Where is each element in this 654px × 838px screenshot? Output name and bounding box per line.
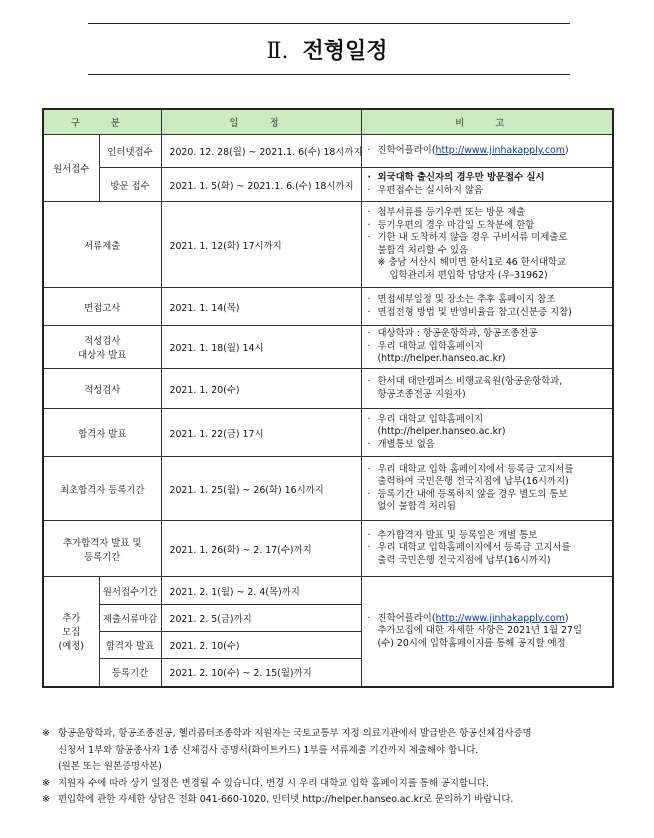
footnotes (40, 726, 630, 809)
remark-cell (361, 168, 613, 202)
table-row (43, 409, 613, 457)
schedule-date: 2021. 2. 5(금)까지 (161, 605, 361, 632)
remark-cell (361, 521, 613, 577)
remark-line: · 추가합격자 발표 및 등록일은 개별 통보 (368, 530, 607, 543)
category-label: 최초합격자 등록기간 (43, 457, 161, 521)
remark-line: 출력 국민은행 전국지점에 납부(16시까지) (377, 554, 551, 566)
jinhakapply-link[interactable]: http://www.jinhakapply.com (435, 144, 565, 156)
remark-line: · 우리 대학교 입학홈페이지 (368, 414, 607, 427)
schedule-date: 2021. 2. 1(월) ~ 2. 4(목)까지 (161, 577, 361, 605)
category-label: 적성검사 대상자 발표 (43, 326, 161, 369)
remark-line: · 우리 대학교 입학홈페이지에서 등록금 고지서를 (368, 542, 607, 555)
footnote-line: (원본 또는 원본증명사본) (58, 761, 162, 772)
remark-line: · 외국대학 출신자의 경우만 방문접수 실시 (368, 172, 607, 185)
schedule-date: 2021. 1. 18(월) 14시 (161, 326, 361, 369)
footnote-item (40, 726, 630, 776)
remark-line: ※ 충남 서산시 해미면 한서1로 46 한서대학교 (377, 257, 567, 268)
schedule-date: 2021. 1. 14(목) (161, 288, 361, 326)
category-label: 서류제출 (43, 202, 161, 288)
category-label: 합격자 발표 (43, 409, 161, 457)
sub-category: 합격자 발표 (99, 632, 161, 659)
remark-cell (361, 369, 613, 409)
schedule-table (42, 108, 614, 688)
sub-category: 제출서류마감 (99, 605, 161, 632)
remark-cell (361, 409, 613, 457)
table-row (43, 326, 613, 369)
schedule-date: 2021. 2. 10(수) (161, 632, 361, 659)
remark-line: · 우리 대학교 입학 홈페이지에서 등록금 고지서를 (368, 464, 607, 477)
remark-line: · 등록기간 내에 등록하지 않을 경우 별도의 통보 (368, 489, 607, 502)
schedule-date: 2021. 1. 12(화) 17시까지 (161, 202, 361, 288)
table-row (43, 369, 613, 409)
remark-cell (361, 457, 613, 521)
remark-line: (http://helper.hanseo.ac.kr) (377, 353, 506, 365)
remark-cell (361, 135, 613, 168)
header-category: 구 분 (43, 109, 161, 135)
table-row (43, 577, 613, 605)
footnote-line: 항공운항학과, 항공조종전공, 헬리콥터조종학과 지원자는 국토교통부 지정 의료기관에서 발급받은 항공신체검사증명 (58, 728, 532, 739)
schedule-date: 2021. 1. 22(금) 17시 (161, 409, 361, 457)
footnote-line: 신청서 1부와 항공종사자 1종 신체검사 증명서(화이트카드) 1부를 서류제출 기간까지 제출해야 합니다. (58, 744, 479, 756)
header-remark: 비 고 (361, 109, 613, 135)
sub-category: 방문 접수 (99, 168, 161, 202)
sub-category: 등록기간 (99, 659, 161, 687)
sub-category: 원서접수기간 (99, 577, 161, 605)
footnote-item (40, 776, 630, 793)
remark-line: · 한서대 태안캠퍼스 비행교육원(항공운항학과, (368, 376, 607, 389)
remark-cell (361, 202, 613, 288)
title-rule-top (88, 23, 570, 24)
remark-line: · 진학어플라이(http://www.jinhakapply.com) (368, 145, 607, 158)
table-row (43, 457, 613, 521)
table-row (43, 168, 613, 202)
remark-cell (361, 577, 613, 687)
title-rule-bottom (88, 74, 570, 75)
remark-line: · 우리 대학교 입학홈페이지 (368, 341, 607, 354)
reference-mark-icon: ※ (42, 777, 50, 789)
footnote-line: 지원자 수에 따라 상기 일정은 변경될 수 있습니다. 변경 시 우리 대학교 입학 홈페이지를 통해 공지합니다. (58, 777, 490, 789)
category-label: 추가합격자 발표 및 등록기간 (43, 521, 161, 577)
remark-line: 불합격 처리할 수 있음 (377, 244, 468, 256)
remark-line: · 기한 내 도착하지 않을 경우 구비서류 미제출로 (368, 232, 607, 245)
remark-line: · 대상학과 : 항공운항학과, 항공조종전공 (368, 328, 607, 341)
schedule-date: 2021. 1. 20(수) (161, 369, 361, 409)
remark-line: · 첨부서류를 등기우편 또는 방문 제출 (368, 207, 607, 220)
remark-line: 입학관리처 편입학 담당자 (우-31962) (389, 269, 548, 281)
schedule-date: 2021. 2. 10(수) ~ 2. 15(월)까지 (161, 659, 361, 687)
remark-cell (361, 288, 613, 326)
header-schedule: 일 정 (161, 109, 361, 135)
category-label: 적성검사 (43, 369, 161, 409)
sub-category: 인터넷접수 (99, 135, 161, 168)
jinhakapply-link[interactable]: http://www.jinhakapply.com (435, 612, 565, 624)
remark-line: 출력하여 국민은행 전국지점에 납부(16시까지) (377, 476, 569, 487)
table-header-row (43, 109, 613, 135)
remark-line: 없이 불합격 처리됨 (377, 501, 456, 512)
schedule-date: 2021. 1. 25(월) ~ 26(화) 16시까지 (161, 457, 361, 521)
footnote-item (40, 792, 630, 809)
schedule-date: 2020. 12. 28(월) ~ 2021.1. 6(수) 18시까지 (161, 135, 361, 168)
remark-cell (361, 326, 613, 369)
remark-line: 항공조종전공 지원자) (377, 388, 466, 400)
reference-mark-icon: ※ (42, 794, 50, 805)
category-label: 면접고사 (43, 288, 161, 326)
remark-line: · 등기우편의 경우 마감일 도착분에 한함 (368, 220, 607, 233)
remark-line: · 면접세부일정 및 장소는 추후 홈페이지 참조 (368, 294, 607, 307)
remark-line: · 면접전형 방법 및 반영비율을 참고(신분증 지참) (368, 307, 607, 320)
table-row (43, 521, 613, 577)
page-title (0, 34, 654, 65)
table-row (43, 202, 613, 288)
remark-line: 추가모집에 대한 자세한 사항은 2021년 1월 27일 (377, 625, 583, 636)
schedule-date: 2021. 1. 26(화) ~ 2. 17(수)까지 (161, 521, 361, 577)
table-row (43, 288, 613, 326)
section-number: Ⅱ. (266, 39, 289, 64)
remark-line: (http://helper.hanseo.ac.kr) (377, 426, 506, 438)
remark-line: · 개별통보 없음 (368, 439, 607, 452)
footnote-line: 편입학에 관한 자세한 상담은 전화 041-660-1020, 인터넷 http://helper.hanseo.ac.kr로 문의하기 바랍니다. (58, 794, 514, 805)
table-row (43, 135, 613, 168)
section-title: 전형일정 (302, 39, 388, 64)
remark-line: · 진학어플라이(http://www.jinhakapply.com) (368, 613, 607, 626)
remark-line: (수) 20시에 입학홈페이지를 통해 공지할 예정 (377, 637, 566, 649)
category-extra: 추가 모집 (예정) (43, 577, 99, 687)
category-wonseo: 원서접수 (43, 135, 99, 202)
remark-line: · 우편접수는 실시하지 않음 (368, 185, 607, 198)
schedule-date: 2021. 1. 5(화) ~ 2021.1. 6.(수) 18시까지 (161, 168, 361, 202)
reference-mark-icon: ※ (42, 728, 50, 739)
